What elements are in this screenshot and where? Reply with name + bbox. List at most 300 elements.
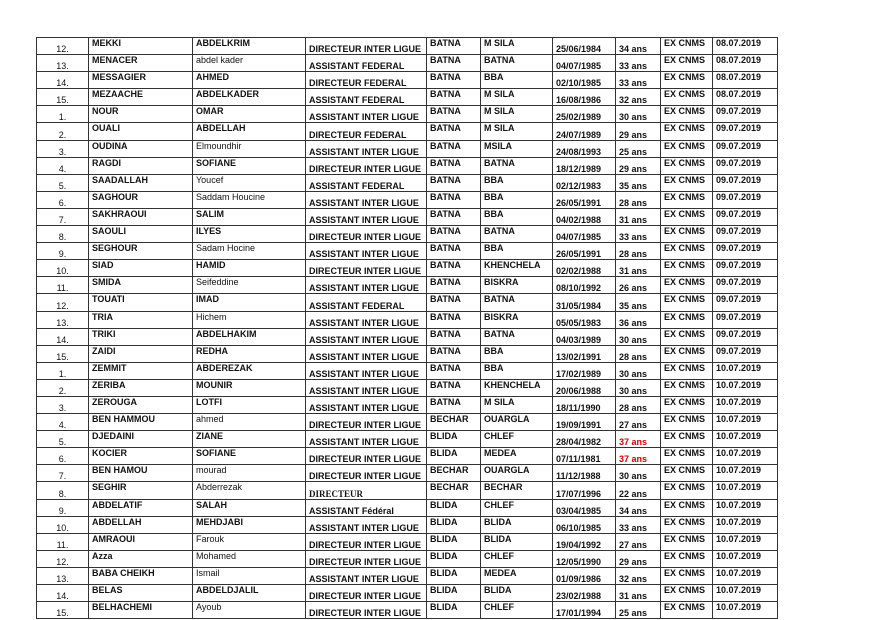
cnms-status-cell: EX CNMS <box>661 431 713 448</box>
cnms-status-cell: EX CNMS <box>661 602 713 619</box>
first-name-cell: SALIM <box>193 208 306 225</box>
age-cell: 35 ans <box>616 174 661 191</box>
wilaya-cell: BBA <box>481 208 553 225</box>
wilaya-cell: BLIDA <box>481 585 553 602</box>
session-date-cell: 08.07.2019 <box>713 72 778 89</box>
birth-date-cell: 01/09/1986 <box>553 567 616 584</box>
age-cell: 30 ans <box>616 379 661 396</box>
league-cell: BATNA <box>427 191 481 208</box>
last-name-cell: MEZAACHE <box>89 89 193 106</box>
age-cell: 28 ans <box>616 396 661 413</box>
birth-date-cell: 19/09/1991 <box>553 414 616 431</box>
function-cell: DIRECTEUR INTER LIGUE <box>306 585 427 602</box>
last-name-cell: OUALI <box>89 123 193 140</box>
session-date-cell: 10.07.2019 <box>713 431 778 448</box>
league-cell: BATNA <box>427 396 481 413</box>
age-cell: 33 ans <box>616 516 661 533</box>
wilaya-cell: MSILA <box>481 140 553 157</box>
wilaya-cell: M SILA <box>481 38 553 55</box>
league-cell: BLIDA <box>427 602 481 619</box>
wilaya-cell: BATNA <box>481 294 553 311</box>
age-cell: 28 ans <box>616 243 661 260</box>
last-name-cell: SAADALLAH <box>89 174 193 191</box>
table-row <box>37 157 778 174</box>
session-date-cell: 10.07.2019 <box>713 414 778 431</box>
function-cell: ASSISTANT INTER LIGUE <box>306 328 427 345</box>
birth-date-cell: 26/05/1991 <box>553 243 616 260</box>
league-cell: BECHAR <box>427 482 481 499</box>
table-row <box>37 208 778 225</box>
first-name-cell: ABDELKADER <box>193 89 306 106</box>
function-cell: ASSISTANT INTER LIGUE <box>306 345 427 362</box>
birth-date-cell: 26/05/1991 <box>553 191 616 208</box>
table-row <box>37 72 778 89</box>
session-date-cell: 10.07.2019 <box>713 379 778 396</box>
function-cell: DIRECTEUR INTER LIGUE <box>306 260 427 277</box>
age-cell: 25 ans <box>616 602 661 619</box>
session-date-cell: 09.07.2019 <box>713 226 778 243</box>
first-name-cell: ZIANE <box>193 431 306 448</box>
table-row <box>37 191 778 208</box>
row-number-cell: 3. <box>37 140 89 157</box>
row-number-cell: 2. <box>37 123 89 140</box>
cnms-status-cell: EX CNMS <box>661 414 713 431</box>
birth-date-cell: 16/08/1986 <box>553 89 616 106</box>
birth-date-cell: 02/12/1983 <box>553 174 616 191</box>
first-name-cell: SOFIANE <box>193 448 306 465</box>
league-cell: BECHAR <box>427 414 481 431</box>
wilaya-cell: BATNA <box>481 55 553 72</box>
league-cell: BATNA <box>427 157 481 174</box>
age-cell: 32 ans <box>616 89 661 106</box>
wilaya-cell: BATNA <box>481 328 553 345</box>
first-name-cell: LOTFI <box>193 396 306 413</box>
league-cell: BATNA <box>427 362 481 379</box>
league-cell: BATNA <box>427 140 481 157</box>
birth-date-cell: 11/12/1988 <box>553 465 616 482</box>
cnms-status-cell: EX CNMS <box>661 379 713 396</box>
function-cell: ASSISTANT INTER LIGUE <box>306 106 427 123</box>
row-number-cell: 7. <box>37 465 89 482</box>
function-cell: ASSISTANT FEDERAL <box>306 174 427 191</box>
wilaya-cell: MEDEA <box>481 448 553 465</box>
cnms-status-cell: EX CNMS <box>661 311 713 328</box>
function-cell: DIRECTEUR INTER LIGUE <box>306 448 427 465</box>
last-name-cell: DJEDAINI <box>89 431 193 448</box>
function-cell: DIRECTEUR <box>306 482 427 499</box>
session-date-cell: 09.07.2019 <box>713 260 778 277</box>
row-number-cell: 8. <box>37 226 89 243</box>
last-name-cell: OUDINA <box>89 140 193 157</box>
age-cell: 25 ans <box>616 140 661 157</box>
last-name-cell: NOUR <box>89 106 193 123</box>
cnms-status-cell: EX CNMS <box>661 585 713 602</box>
table-row <box>37 174 778 191</box>
first-name-cell: Seifeddine <box>193 277 306 294</box>
league-cell: BATNA <box>427 311 481 328</box>
first-name-cell: Abderrezak <box>193 482 306 499</box>
function-cell: DIRECTEUR FEDERAL <box>306 123 427 140</box>
table-row <box>37 482 778 499</box>
table-row <box>37 414 778 431</box>
cnms-status-cell: EX CNMS <box>661 89 713 106</box>
table-row <box>37 55 778 72</box>
function-cell: ASSISTANT INTER LIGUE <box>306 362 427 379</box>
age-cell: 28 ans <box>616 191 661 208</box>
league-cell: BATNA <box>427 72 481 89</box>
age-cell: 33 ans <box>616 226 661 243</box>
league-cell: BATNA <box>427 379 481 396</box>
league-cell: BECHAR <box>427 465 481 482</box>
cnms-status-cell: EX CNMS <box>661 362 713 379</box>
first-name-cell: Saddam Houcine <box>193 191 306 208</box>
last-name-cell: TRIA <box>89 311 193 328</box>
league-cell: BATNA <box>427 345 481 362</box>
row-number-cell: 13. <box>37 55 89 72</box>
table-row <box>37 379 778 396</box>
age-cell: 33 ans <box>616 72 661 89</box>
first-name-cell: abdel kader <box>193 55 306 72</box>
birth-date-cell: 07/11/1981 <box>553 448 616 465</box>
last-name-cell: TRIKI <box>89 328 193 345</box>
session-date-cell: 09.07.2019 <box>713 208 778 225</box>
league-cell: BATNA <box>427 123 481 140</box>
last-name-cell: SAOULI <box>89 226 193 243</box>
function-cell: ASSISTANT INTER LIGUE <box>306 431 427 448</box>
wilaya-cell: MEDEA <box>481 567 553 584</box>
function-cell: ASSISTANT INTER LIGUE <box>306 379 427 396</box>
cnms-status-cell: EX CNMS <box>661 550 713 567</box>
age-cell: 33 ans <box>616 55 661 72</box>
table-row <box>37 123 778 140</box>
birth-date-cell: 19/04/1992 <box>553 533 616 550</box>
last-name-cell: ZAIDI <box>89 345 193 362</box>
age-cell: 30 ans <box>616 328 661 345</box>
cnms-status-cell: EX CNMS <box>661 345 713 362</box>
function-cell: ASSISTANT INTER LIGUE <box>306 516 427 533</box>
last-name-cell: BELHACHEMI <box>89 602 193 619</box>
birth-date-cell: 13/02/1991 <box>553 345 616 362</box>
wilaya-cell: BBA <box>481 345 553 362</box>
session-date-cell: 10.07.2019 <box>713 602 778 619</box>
age-cell: 34 ans <box>616 38 661 55</box>
first-name-cell: ILYES <box>193 226 306 243</box>
session-date-cell: 09.07.2019 <box>713 345 778 362</box>
row-number-cell: 11. <box>37 277 89 294</box>
row-number-cell: 13. <box>37 311 89 328</box>
last-name-cell: MENACER <box>89 55 193 72</box>
cnms-status-cell: EX CNMS <box>661 38 713 55</box>
row-number-cell: 10. <box>37 516 89 533</box>
league-cell: BATNA <box>427 226 481 243</box>
table-row <box>37 328 778 345</box>
session-date-cell: 10.07.2019 <box>713 465 778 482</box>
age-cell: 26 ans <box>616 277 661 294</box>
last-name-cell: ABDELATIF <box>89 499 193 516</box>
cnms-status-cell: EX CNMS <box>661 277 713 294</box>
cnms-status-cell: EX CNMS <box>661 226 713 243</box>
age-cell: 30 ans <box>616 465 661 482</box>
first-name-cell: ABDELLAH <box>193 123 306 140</box>
first-name-cell: MOUNIR <box>193 379 306 396</box>
birth-date-cell: 17/01/1994 <box>553 602 616 619</box>
function-cell: DIRECTEUR INTER LIGUE <box>306 465 427 482</box>
age-cell: 36 ans <box>616 311 661 328</box>
birth-date-cell: 05/05/1983 <box>553 311 616 328</box>
wilaya-cell: BBA <box>481 243 553 260</box>
session-date-cell: 09.07.2019 <box>713 174 778 191</box>
session-date-cell: 09.07.2019 <box>713 243 778 260</box>
league-cell: BATNA <box>427 174 481 191</box>
row-number-cell: 14. <box>37 585 89 602</box>
league-cell: BATNA <box>427 243 481 260</box>
function-cell: DIRECTEUR INTER LIGUE <box>306 533 427 550</box>
table-row <box>37 89 778 106</box>
table-row <box>37 345 778 362</box>
session-date-cell: 10.07.2019 <box>713 585 778 602</box>
first-name-cell: Ismail <box>193 567 306 584</box>
function-cell: ASSISTANT INTER LIGUE <box>306 277 427 294</box>
last-name-cell: AMRAOUI <box>89 533 193 550</box>
row-number-cell: 9. <box>37 243 89 260</box>
age-cell: 27 ans <box>616 414 661 431</box>
session-date-cell: 10.07.2019 <box>713 499 778 516</box>
table-row <box>37 140 778 157</box>
document-page <box>36 37 777 619</box>
wilaya-cell: M SILA <box>481 106 553 123</box>
age-cell: 27 ans <box>616 533 661 550</box>
first-name-cell: Mohamed <box>193 550 306 567</box>
table-row <box>37 226 778 243</box>
table-row <box>37 260 778 277</box>
last-name-cell: ZEROUGA <box>89 396 193 413</box>
row-number-cell: 2. <box>37 379 89 396</box>
birth-date-cell: 04/07/1985 <box>553 55 616 72</box>
session-date-cell: 08.07.2019 <box>713 89 778 106</box>
cnms-status-cell: EX CNMS <box>661 260 713 277</box>
league-cell: BLIDA <box>427 550 481 567</box>
last-name-cell: MESSAGIER <box>89 72 193 89</box>
age-cell: 35 ans <box>616 294 661 311</box>
last-name-cell: TOUATI <box>89 294 193 311</box>
cnms-status-cell: EX CNMS <box>661 465 713 482</box>
league-cell: BLIDA <box>427 448 481 465</box>
wilaya-cell: BBA <box>481 191 553 208</box>
session-date-cell: 09.07.2019 <box>713 123 778 140</box>
row-number-cell: 14. <box>37 328 89 345</box>
function-cell: DIRECTEUR INTER LIGUE <box>306 38 427 55</box>
function-cell: ASSISTANT INTER LIGUE <box>306 311 427 328</box>
league-cell: BATNA <box>427 89 481 106</box>
table-row <box>37 106 778 123</box>
first-name-cell: ABDELDJALIL <box>193 585 306 602</box>
first-name-cell: REDHA <box>193 345 306 362</box>
wilaya-cell: CHLEF <box>481 602 553 619</box>
first-name-cell: Ayoub <box>193 602 306 619</box>
birth-date-cell: 18/11/1990 <box>553 396 616 413</box>
age-cell: 29 ans <box>616 550 661 567</box>
table-row <box>37 465 778 482</box>
last-name-cell: Azza <box>89 550 193 567</box>
session-date-cell: 09.07.2019 <box>713 157 778 174</box>
first-name-cell: Sadam Hocine <box>193 243 306 260</box>
last-name-cell: BEN HAMOU <box>89 465 193 482</box>
session-date-cell: 09.07.2019 <box>713 294 778 311</box>
function-cell: DIRECTEUR INTER LIGUE <box>306 602 427 619</box>
cnms-status-cell: EX CNMS <box>661 294 713 311</box>
age-cell: 22 ans <box>616 482 661 499</box>
age-cell: 31 ans <box>616 208 661 225</box>
wilaya-cell: BBA <box>481 72 553 89</box>
table-row <box>37 396 778 413</box>
function-cell: ASSISTANT INTER LIGUE <box>306 243 427 260</box>
session-date-cell: 08.07.2019 <box>713 38 778 55</box>
birth-date-cell: 04/07/1985 <box>553 226 616 243</box>
row-number-cell: 13. <box>37 567 89 584</box>
cnms-status-cell: EX CNMS <box>661 499 713 516</box>
table-row <box>37 550 778 567</box>
birth-date-cell: 04/02/1988 <box>553 208 616 225</box>
wilaya-cell: BATNA <box>481 226 553 243</box>
row-number-cell: 5. <box>37 431 89 448</box>
wilaya-cell: OUARGLA <box>481 414 553 431</box>
cnms-status-cell: EX CNMS <box>661 72 713 89</box>
last-name-cell: SAGHOUR <box>89 191 193 208</box>
birth-date-cell: 24/07/1989 <box>553 123 616 140</box>
birth-date-cell: 12/05/1990 <box>553 550 616 567</box>
first-name-cell: IMAD <box>193 294 306 311</box>
age-cell: 32 ans <box>616 567 661 584</box>
session-date-cell: 10.07.2019 <box>713 567 778 584</box>
row-number-cell: 8. <box>37 482 89 499</box>
last-name-cell: RAGDI <box>89 157 193 174</box>
cnms-status-cell: EX CNMS <box>661 208 713 225</box>
wilaya-cell: M SILA <box>481 396 553 413</box>
last-name-cell: MEKKI <box>89 38 193 55</box>
first-name-cell: SALAH <box>193 499 306 516</box>
first-name-cell: ABDELHAKIM <box>193 328 306 345</box>
age-cell: 30 ans <box>616 362 661 379</box>
first-name-cell: Hichem <box>193 311 306 328</box>
birth-date-cell: 23/02/1988 <box>553 585 616 602</box>
session-date-cell: 09.07.2019 <box>713 106 778 123</box>
table-row <box>37 499 778 516</box>
cnms-status-cell: EX CNMS <box>661 191 713 208</box>
table-row <box>37 294 778 311</box>
birth-date-cell: 04/03/1989 <box>553 328 616 345</box>
table-row <box>37 533 778 550</box>
league-cell: BATNA <box>427 277 481 294</box>
wilaya-cell: KHENCHELA <box>481 260 553 277</box>
wilaya-cell: KHENCHELA <box>481 379 553 396</box>
session-date-cell: 10.07.2019 <box>713 516 778 533</box>
league-cell: BATNA <box>427 55 481 72</box>
last-name-cell: SEGHIR <box>89 482 193 499</box>
session-date-cell: 10.07.2019 <box>713 396 778 413</box>
first-name-cell: MEHDJABI <box>193 516 306 533</box>
session-date-cell: 08.07.2019 <box>713 55 778 72</box>
session-date-cell: 10.07.2019 <box>713 550 778 567</box>
row-number-cell: 1. <box>37 362 89 379</box>
birth-date-cell: 28/04/1982 <box>553 431 616 448</box>
cnms-status-cell: EX CNMS <box>661 328 713 345</box>
row-number-cell: 3. <box>37 396 89 413</box>
last-name-cell: BELAS <box>89 585 193 602</box>
last-name-cell: BABA CHEIKH <box>89 567 193 584</box>
function-cell: DIRECTEUR INTER LIGUE <box>306 157 427 174</box>
first-name-cell: mourad <box>193 465 306 482</box>
table-row <box>37 516 778 533</box>
function-cell: DIRECTEUR INTER LIGUE <box>306 226 427 243</box>
cnms-status-cell: EX CNMS <box>661 448 713 465</box>
wilaya-cell: M SILA <box>481 123 553 140</box>
wilaya-cell: BBA <box>481 362 553 379</box>
session-date-cell: 09.07.2019 <box>713 191 778 208</box>
session-date-cell: 10.07.2019 <box>713 482 778 499</box>
session-date-cell: 10.07.2019 <box>713 533 778 550</box>
row-number-cell: 7. <box>37 208 89 225</box>
cnms-status-cell: EX CNMS <box>661 106 713 123</box>
last-name-cell: ZEMMIT <box>89 362 193 379</box>
function-cell: ASSISTANT FEDERAL <box>306 294 427 311</box>
row-number-cell: 14. <box>37 72 89 89</box>
row-number-cell: 12. <box>37 550 89 567</box>
session-date-cell: 10.07.2019 <box>713 362 778 379</box>
league-cell: BATNA <box>427 106 481 123</box>
row-number-cell: 15. <box>37 89 89 106</box>
function-cell: ASSISTANT FEDERAL <box>306 55 427 72</box>
function-cell: ASSISTANT INTER LIGUE <box>306 140 427 157</box>
function-cell: DIRECTEUR INTER LIGUE <box>306 550 427 567</box>
first-name-cell: AHMED <box>193 72 306 89</box>
function-cell: DIRECTEUR INTER LIGUE <box>306 414 427 431</box>
birth-date-cell: 08/10/1992 <box>553 277 616 294</box>
row-number-cell: 6. <box>37 448 89 465</box>
cnms-status-cell: EX CNMS <box>661 533 713 550</box>
league-cell: BLIDA <box>427 533 481 550</box>
wilaya-cell: CHLEF <box>481 499 553 516</box>
row-number-cell: 12. <box>37 38 89 55</box>
league-cell: BATNA <box>427 294 481 311</box>
row-number-cell: 10. <box>37 260 89 277</box>
league-cell: BLIDA <box>427 585 481 602</box>
age-cell: 31 ans <box>616 585 661 602</box>
row-number-cell: 9. <box>37 499 89 516</box>
cnms-status-cell: EX CNMS <box>661 482 713 499</box>
first-name-cell: ABDEREZAK <box>193 362 306 379</box>
age-cell: 31 ans <box>616 260 661 277</box>
row-number-cell: 15. <box>37 602 89 619</box>
first-name-cell: Farouk <box>193 533 306 550</box>
row-number-cell: 6. <box>37 191 89 208</box>
table-row <box>37 567 778 584</box>
cnms-status-cell: EX CNMS <box>661 567 713 584</box>
age-cell: 29 ans <box>616 123 661 140</box>
league-cell: BLIDA <box>427 516 481 533</box>
league-cell: BLIDA <box>427 567 481 584</box>
first-name-cell: Elmoundhir <box>193 140 306 157</box>
birth-date-cell: 06/10/1985 <box>553 516 616 533</box>
row-number-cell: 5. <box>37 174 89 191</box>
first-name-cell: Youcef <box>193 174 306 191</box>
function-cell: ASSISTANT INTER LIGUE <box>306 208 427 225</box>
function-cell: ASSISTANT Fédéral <box>306 499 427 516</box>
participants-table <box>36 37 778 619</box>
wilaya-cell: OUARGLA <box>481 465 553 482</box>
age-cell: 30 ans <box>616 106 661 123</box>
table-row <box>37 448 778 465</box>
last-name-cell: BEN HAMMOU <box>89 414 193 431</box>
